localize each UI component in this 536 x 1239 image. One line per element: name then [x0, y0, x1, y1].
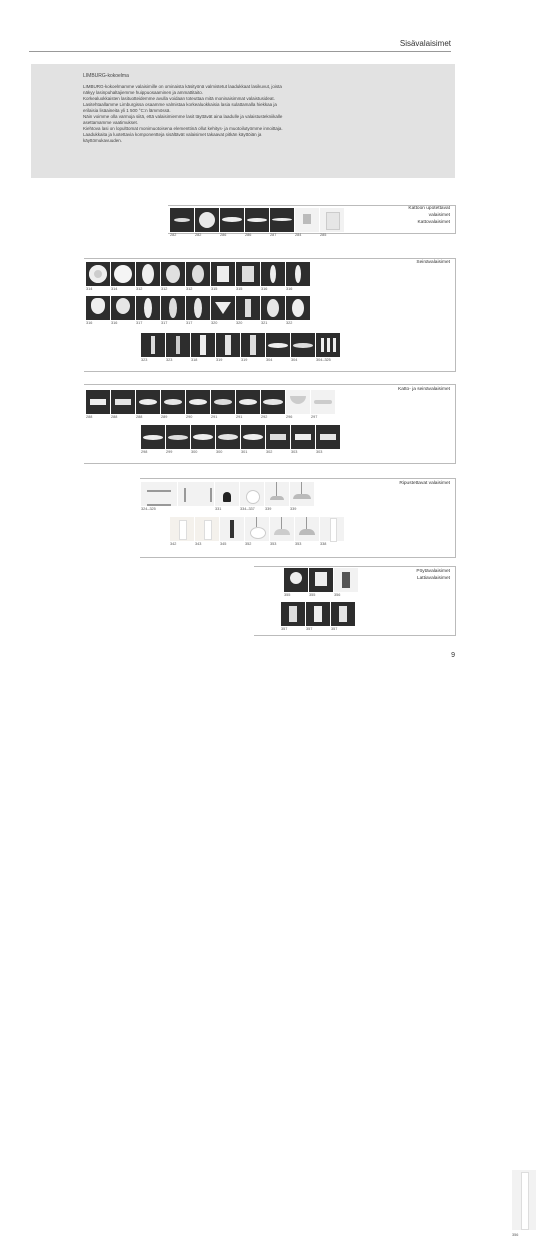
product-number: 297: [311, 415, 318, 419]
intro-line: näkyy lasinpuhaltajiemme huippuosaaminen ja ammattitaito.: [83, 90, 204, 95]
intro-line: Lasitehtaallamme Limburgissa osaamme valmistaa korkealuokkaisia lasia sulattamalla hiekkaa ja: [83, 102, 277, 107]
intro-line: Laadukkaita ja luotettavia komponentteja sisältävät valaisimet takaavat pitkän käyttöiän ja: [83, 132, 262, 137]
product-thumb[interactable]: [216, 425, 240, 456]
lamp-image: [236, 262, 260, 286]
lamp-image: [161, 296, 185, 320]
product-number: 291: [236, 415, 243, 419]
product-number: 323: [141, 358, 148, 362]
product-thumb[interactable]: [245, 517, 269, 548]
lamp-image: [512, 1170, 536, 1230]
label-line: Kattoon upotettavat: [408, 206, 450, 211]
product-number: 291: [211, 415, 218, 419]
label-line: Kattovalaisimet: [417, 220, 450, 225]
lamp-image: [266, 425, 290, 449]
intro-line: erilaisia lisäaineita yli 1 500 °C:n lämmössä.: [83, 108, 171, 113]
grid-wall-row1: [86, 262, 311, 293]
product-number: 302: [266, 450, 273, 454]
label-line: valaisimet: [428, 213, 450, 218]
product-number: 290: [186, 415, 193, 419]
product-number: 312: [136, 287, 143, 291]
product-thumb[interactable]: [166, 425, 190, 456]
product-number: 357: [306, 627, 313, 631]
product-number: 314: [111, 287, 118, 291]
product-number: 303: [291, 450, 298, 454]
product-number: 319: [216, 358, 223, 362]
lamp-image: [211, 262, 235, 286]
lamp-image: [220, 517, 244, 541]
product-number: 312: [186, 287, 193, 291]
product-thumb[interactable]: [236, 262, 260, 293]
lamp-image: [281, 602, 305, 626]
product-thumb[interactable]: [215, 482, 239, 513]
lamp-image: [295, 208, 319, 232]
section-label-table-floor: [416, 568, 450, 582]
page-header-title: Sisävalaisimet: [399, 39, 451, 48]
lamp-image: [261, 262, 285, 286]
intro-line: LIMBURG-kokoelmamme valaisimille on ominaista käsityönä valmistetut laadukkaat lasikuvut, joista: [83, 84, 282, 89]
product-number: 314: [86, 287, 93, 291]
lamp-image: [261, 390, 285, 414]
product-number: 345: [220, 542, 227, 546]
product-number: 356: [512, 1233, 519, 1237]
product-number: 288: [111, 415, 118, 419]
product-number: 316: [111, 321, 118, 325]
product-thumb[interactable]: [166, 333, 190, 364]
product-thumb[interactable]: [334, 568, 358, 599]
product-thumb[interactable]: [306, 602, 330, 642]
product-thumb[interactable]: [86, 296, 110, 327]
lamp-image: [186, 296, 210, 320]
section-label-wall: [416, 259, 450, 266]
product-number: 300: [191, 450, 198, 454]
lamp-image: [241, 333, 265, 357]
lamp-image: [111, 296, 135, 320]
product-number: 286: [245, 233, 252, 237]
product-thumb[interactable]: [284, 568, 308, 599]
lamp-image: [136, 296, 160, 320]
product-number: 355: [309, 593, 316, 597]
product-thumb[interactable]: [270, 208, 294, 239]
intro-box: [31, 64, 455, 178]
product-thumb[interactable]: [111, 390, 135, 421]
product-thumb[interactable]: [216, 333, 240, 364]
lamp-image: [245, 517, 269, 541]
section-label-ceiling-recessed: [408, 205, 450, 226]
product-thumb[interactable]: [261, 390, 285, 421]
product-thumb[interactable]: [241, 425, 265, 456]
product-number: 317: [136, 321, 143, 325]
product-number: 352: [245, 542, 252, 546]
product-number: 317: [186, 321, 193, 325]
lamp-image: [186, 390, 210, 414]
lamp-image: [266, 333, 290, 357]
product-number: 282: [195, 233, 202, 237]
product-thumb[interactable]: [240, 482, 264, 513]
intro-line: käyttömukavuuden.: [83, 138, 123, 143]
product-number: 286: [220, 233, 227, 237]
lamp-image: [161, 390, 185, 414]
lamp-image: [309, 568, 333, 592]
lamp-image: [316, 333, 340, 357]
grid-ceiling-wall-row2: [141, 425, 341, 456]
lamp-image: [211, 296, 235, 320]
product-thumb[interactable]: [211, 296, 235, 327]
lamp-image: [161, 262, 185, 286]
lamp-image: [166, 333, 190, 357]
lamp-image: [261, 296, 285, 320]
label-line: Lattiavalaisimet: [416, 576, 450, 581]
lamp-image: [216, 425, 240, 449]
lamp-image: [170, 208, 194, 232]
product-thumb[interactable]: [295, 517, 319, 548]
lamp-image: [166, 425, 190, 449]
lamp-image: [284, 568, 308, 592]
product-thumb[interactable]: [241, 333, 265, 364]
lamp-image: [245, 208, 269, 232]
grid-wall-row2: [86, 296, 311, 327]
lamp-image: [170, 517, 194, 541]
product-thumb[interactable]: [266, 333, 290, 364]
lamp-image: [195, 517, 219, 541]
product-thumb[interactable]: [331, 602, 355, 642]
lamp-image: [191, 333, 215, 357]
product-thumb[interactable]: [291, 333, 315, 364]
product-number: 304–325: [316, 358, 331, 362]
lamp-image: [320, 208, 344, 232]
product-number: 353: [295, 542, 302, 546]
grid-pendant-row2: [170, 517, 345, 548]
product-number: 298: [141, 450, 148, 454]
product-number: 319: [241, 358, 248, 362]
product-thumb[interactable]: [170, 517, 194, 548]
lamp-image: [306, 602, 330, 626]
product-number: 321: [261, 321, 268, 325]
lamp-image: [241, 425, 265, 449]
product-number: 322: [286, 321, 293, 325]
product-number: 318: [191, 358, 198, 362]
product-thumb[interactable]: [86, 262, 110, 293]
product-number: 331: [215, 507, 222, 511]
lamp-image: [141, 425, 165, 449]
product-number: 357: [281, 627, 288, 631]
intro-line: asettamamme vaatimukset.: [83, 120, 139, 125]
product-number: 299: [166, 450, 173, 454]
product-thumb[interactable]: [261, 296, 285, 327]
lamp-image: [286, 296, 310, 320]
product-number: 353: [270, 542, 277, 546]
lamp-image: [136, 262, 160, 286]
intro-body: [83, 84, 383, 144]
lamp-image: [220, 208, 244, 232]
lamp-image: [270, 517, 294, 541]
product-thumb[interactable]: [309, 568, 333, 599]
product-thumb[interactable]: [86, 390, 110, 421]
lamp-image: [215, 482, 239, 506]
product-number: 287: [270, 233, 277, 237]
product-thumb[interactable]: [136, 262, 160, 293]
grid-pendant-row1: [141, 482, 315, 513]
product-number: 289: [161, 415, 168, 419]
product-number: 304: [291, 358, 298, 362]
product-number: 285: [320, 233, 327, 237]
lamp-image: [286, 390, 310, 414]
product-thumb[interactable]: [211, 262, 235, 293]
product-thumb[interactable]: [186, 296, 210, 327]
lamp-image: [211, 390, 235, 414]
product-number: 320: [211, 321, 218, 325]
product-thumb[interactable]: [161, 390, 185, 421]
product-number: 301: [241, 450, 248, 454]
product-number: 342: [170, 542, 177, 546]
product-thumb[interactable]: [311, 390, 335, 421]
product-number: 282: [170, 233, 177, 237]
product-number: [178, 507, 214, 513]
product-thumb[interactable]: [261, 262, 285, 293]
section-label-ceiling-wall: [398, 386, 450, 393]
lamp-image: [111, 390, 135, 414]
product-number: 304: [266, 358, 273, 362]
product-thumb[interactable]: [220, 517, 244, 548]
product-number: 357: [331, 627, 338, 631]
lamp-image: [265, 482, 289, 506]
product-thumb[interactable]: [111, 262, 135, 293]
product-thumb[interactable]: [136, 390, 160, 421]
product-thumb[interactable]: [236, 390, 260, 421]
grid-wall-row3: [141, 333, 341, 364]
product-thumb[interactable]: [290, 482, 314, 513]
product-number: 356: [334, 593, 341, 597]
lamp-image: [320, 517, 344, 541]
label-line: Seinävalaisimet: [416, 260, 450, 265]
lamp-image: [186, 262, 210, 286]
product-number: 312: [161, 287, 168, 291]
lamp-image: [270, 208, 294, 232]
product-number: 317: [161, 321, 168, 325]
product-number: 288: [136, 415, 143, 419]
header-divider: [29, 51, 451, 52]
lamp-image: [291, 333, 315, 357]
lamp-image: [311, 390, 335, 414]
product-thumb[interactable]: [191, 425, 215, 456]
product-thumb[interactable]: [161, 262, 185, 293]
lamp-image: [236, 296, 260, 320]
lamp-image: [286, 262, 310, 286]
product-thumb[interactable]: [265, 482, 289, 513]
product-thumb[interactable]: [316, 425, 340, 456]
product-thumb[interactable]: [186, 262, 210, 293]
lamp-image: [141, 333, 165, 357]
lamp-image: [111, 262, 135, 286]
lamp-image: [295, 517, 319, 541]
product-number: 339: [290, 507, 297, 511]
product-number: 316: [286, 287, 293, 291]
lamp-image: [334, 568, 358, 592]
lamp-image: [178, 482, 214, 506]
product-number: 292: [261, 415, 268, 419]
intro-title: LIMBURG-kokoelma: [83, 73, 129, 79]
product-thumb[interactable]: [136, 296, 160, 327]
lamp-image: [136, 390, 160, 414]
lamp-image: [86, 296, 110, 320]
intro-line: Näin voimme olla varmoja siitä, että valaisimiemme lasit täyttävät aina laadulle ja valaistustekniikalle: [83, 114, 283, 119]
product-number: 355: [284, 593, 291, 597]
lamp-image: [236, 390, 260, 414]
product-number: 288: [86, 415, 93, 419]
product-thumb[interactable]: [291, 425, 315, 456]
product-number: 315: [236, 287, 243, 291]
product-thumb[interactable]: [211, 390, 235, 421]
product-number: 343: [195, 542, 202, 546]
product-number: 334–337: [240, 507, 255, 511]
intro-line: Korkealuokkaisten lasituotteidemme avulla voidaan toteuttaa mitä moninaisimmat valaistusideat.: [83, 96, 275, 101]
lamp-image: [191, 425, 215, 449]
product-thumb[interactable]: [266, 425, 290, 456]
product-thumb[interactable]: [170, 208, 194, 239]
product-number: 300: [216, 450, 223, 454]
product-thumb[interactable]: [141, 482, 177, 513]
product-number: 338: [320, 542, 327, 546]
product-thumb[interactable]: [111, 296, 135, 327]
product-thumb[interactable]: [286, 262, 310, 293]
product-number: 320: [236, 321, 243, 325]
product-thumb[interactable]: [186, 390, 210, 421]
lamp-image: [216, 333, 240, 357]
label-line: Ripustettavat valaisimet: [399, 481, 450, 486]
product-number: 284: [295, 233, 302, 237]
grid-table-floor-row1: [284, 568, 359, 599]
product-thumb[interactable]: [195, 208, 219, 239]
grid-ceiling-wall-row1: [86, 390, 336, 421]
product-thumb[interactable]: [178, 482, 214, 513]
product-thumb[interactable]: [141, 425, 165, 456]
product-number: 323: [166, 358, 173, 362]
lamp-image: [195, 208, 219, 232]
grid-table-floor-row2: [256, 602, 519, 1237]
lamp-image: [86, 262, 110, 286]
product-thumb[interactable]: [316, 333, 340, 364]
product-number: 324–325: [141, 507, 156, 511]
product-thumb[interactable]: [161, 296, 185, 327]
product-thumb[interactable]: [195, 517, 219, 548]
product-thumb[interactable]: [286, 296, 310, 327]
label-line: Katto- ja seinävalaisimet: [398, 387, 450, 392]
product-number: 315: [211, 287, 218, 291]
product-thumb[interactable]: [281, 602, 305, 642]
page-number: 9: [451, 652, 455, 659]
product-thumb[interactable]: [245, 208, 269, 239]
product-thumb[interactable]: [286, 390, 310, 421]
lamp-image: [316, 425, 340, 449]
product-thumb[interactable]: [191, 333, 215, 364]
grid-ceiling-recessed: [170, 208, 345, 239]
intro-line: Kiehtova lasi on lopulttomat monimuotoisena elementtinä ollut kehitys- ja muotoilutyömme innoittaja.: [83, 126, 283, 131]
label-line: Pöytävalaisimet: [416, 569, 450, 574]
lamp-image: [86, 390, 110, 414]
product-thumb[interactable]: [320, 208, 344, 239]
product-thumb[interactable]: [270, 517, 294, 548]
product-number: 303: [316, 450, 323, 454]
product-thumb[interactable]: [220, 208, 244, 239]
product-thumb[interactable]: [320, 517, 344, 548]
product-number: 296: [286, 415, 293, 419]
product-number: 316: [86, 321, 93, 325]
lamp-image: [331, 602, 355, 626]
product-thumb[interactable]: [256, 602, 519, 1237]
lamp-image: [141, 482, 177, 506]
product-thumb[interactable]: [295, 208, 319, 239]
section-label-pendant: [399, 480, 450, 487]
product-thumb[interactable]: [141, 333, 165, 364]
product-number: 339: [265, 507, 272, 511]
lamp-image: [240, 482, 264, 506]
product-number: 316: [261, 287, 268, 291]
lamp-image: [290, 482, 314, 506]
lamp-image: [291, 425, 315, 449]
product-thumb[interactable]: [236, 296, 260, 327]
